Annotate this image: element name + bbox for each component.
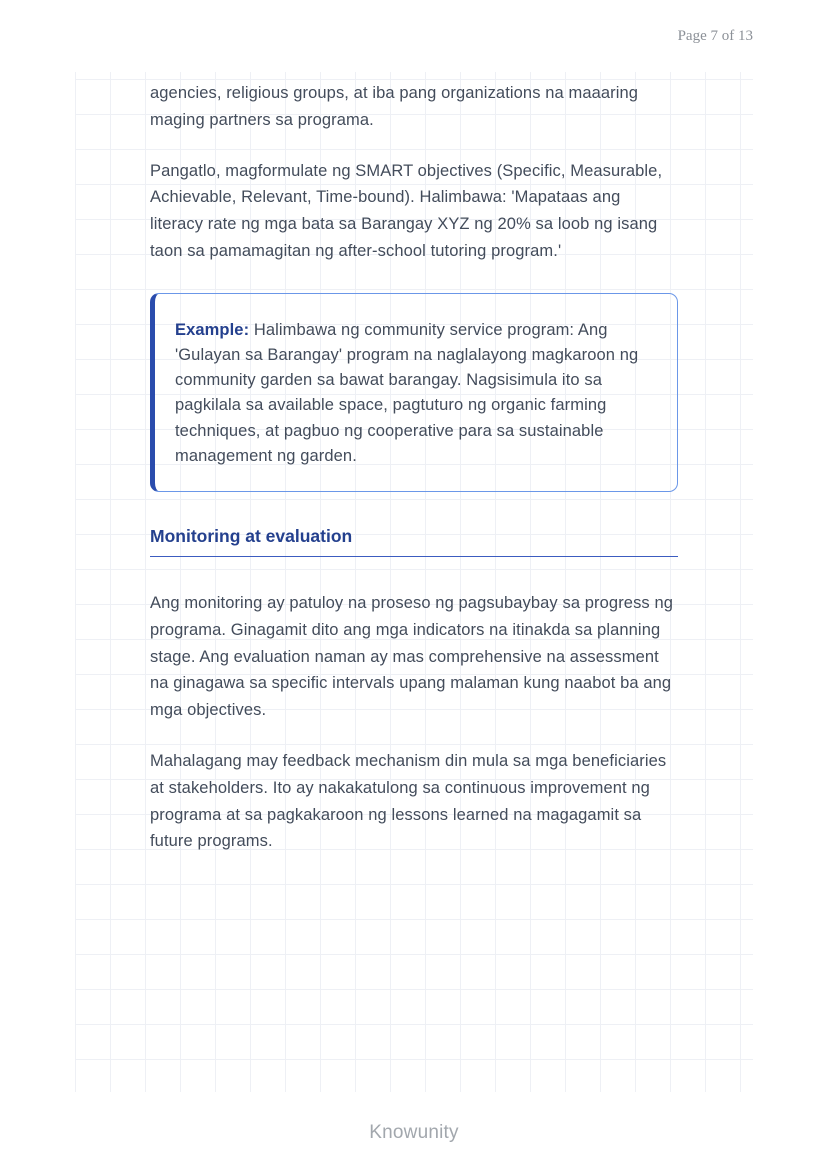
paragraph: Mahalagang may feedback mechanism din mula sa mga beneficiaries at stakeholders. Ito ay nakakatulong sa continuous improvement ng programa at sa pagkakaroon ng lessons learned na magagamit sa future programs.: [150, 751, 667, 851]
paragraph: Pangatlo, magformulate ng SMART objectives (Specific, Measurable, Achievable, Relevant, Time-bound). Halimbawa: 'Mapataas ang literacy rate ng mga bata sa Barangay XYZ ng 20% sa loob ng isang taon sa pamamagitan ng after-school tutoring program.': [150, 161, 663, 260]
document-sheet: [75, 72, 753, 1092]
footer-brand: Knowunity: [369, 1122, 459, 1143]
example-box: [150, 293, 678, 492]
paragraph: agencies, religious groups, at iba pang organizations na maaaring maging partners sa programa.: [150, 84, 639, 129]
section-heading: Monitoring at evaluation: [150, 522, 678, 557]
document-content: [150, 72, 678, 879]
example-box-label: Example:: [175, 320, 250, 339]
page-number: Page 7 of 13: [677, 28, 753, 44]
example-box-text: Halimbawa ng community service program: Ang 'Gulayan sa Barangay' program na naglalayong magkaroon ng community garden sa bawat barangay. Nagsisimula ito sa pagkilala sa available space, pagtuturo ng organic farming techniques, at pagbuo ng cooperative para sa sustainable management ng garden.: [175, 320, 639, 465]
paragraph: Ang monitoring ay patuloy na proseso ng pagsubaybay sa progress ng programa. Ginagamit dito ang mga indicators na itinakda sa planning stage. Ang evaluation naman ay mas comprehensive na assessment na ginagawa sa specific intervals upang malaman kung naabot ba ang mga objectives.: [150, 594, 674, 720]
section-divider-gap: [150, 557, 678, 590]
